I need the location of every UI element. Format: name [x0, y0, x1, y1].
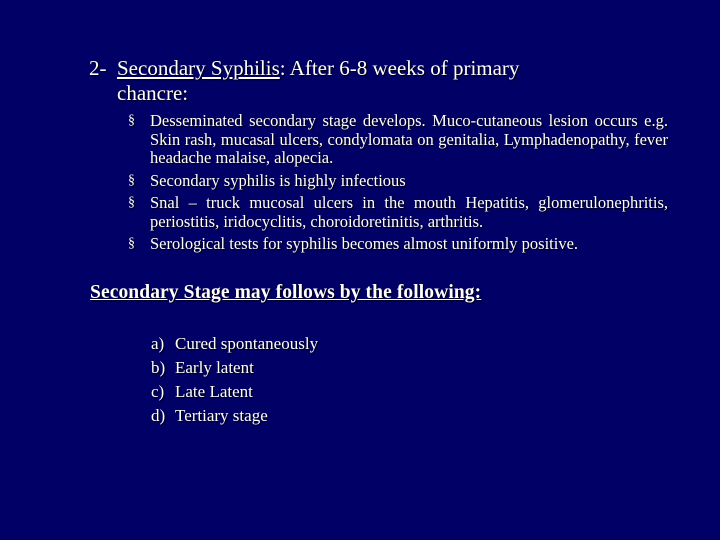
option-text: Late Latent	[175, 382, 253, 401]
option-item	[151, 356, 318, 380]
heading-rest: : After 6-8 weeks of primary	[279, 56, 520, 80]
option-letter: d)	[151, 406, 166, 425]
option-text: Cured spontaneously	[175, 334, 319, 353]
option-text: Tertiary stage	[175, 406, 268, 425]
bullet-item	[128, 235, 668, 254]
bullet-text: Serological tests for syphilis becomes almost uniformly positive.	[150, 234, 579, 253]
bullet-marker-icon: §	[128, 113, 135, 128]
stage-heading: Secondary Stage may follows by the following:	[90, 282, 482, 303]
options-list	[151, 332, 318, 428]
heading-title: Secondary Syphilis	[117, 56, 280, 80]
option-letter: a)	[151, 334, 165, 353]
bullet-marker-icon: §	[128, 195, 135, 210]
option-letter: c)	[151, 382, 165, 401]
option-letter: b)	[151, 358, 166, 377]
option-item	[151, 380, 318, 404]
bullet-list	[128, 112, 668, 258]
bullet-text: Desseminated secondary stage develops. Muco-cutaneous lesion occurs e.g. Skin rash, mucasal ulcers, condylomata on genitalia, Lymphadenopathy, fever headache malaise, alopecia.	[150, 111, 668, 167]
bullet-text: Snal – truck mucosal ulcers in the mouth Hepatitis, glomerulonephritis, periostitis, iridocyclitis, choroidoretinitis, arthritis.	[150, 193, 668, 231]
heading-continuation: chancre:	[117, 81, 189, 105]
option-item	[151, 404, 318, 428]
bullet-item	[128, 172, 668, 191]
slide-heading	[89, 56, 649, 106]
bullet-item	[128, 194, 668, 231]
option-text: Early latent	[175, 358, 254, 377]
heading-number: 2-	[89, 56, 107, 80]
bullet-marker-icon: §	[128, 236, 135, 251]
bullet-text: Secondary syphilis is highly infectious	[150, 170, 406, 190]
bullet-item	[128, 112, 668, 168]
bullet-marker-icon: §	[128, 172, 135, 188]
option-item	[151, 332, 318, 356]
